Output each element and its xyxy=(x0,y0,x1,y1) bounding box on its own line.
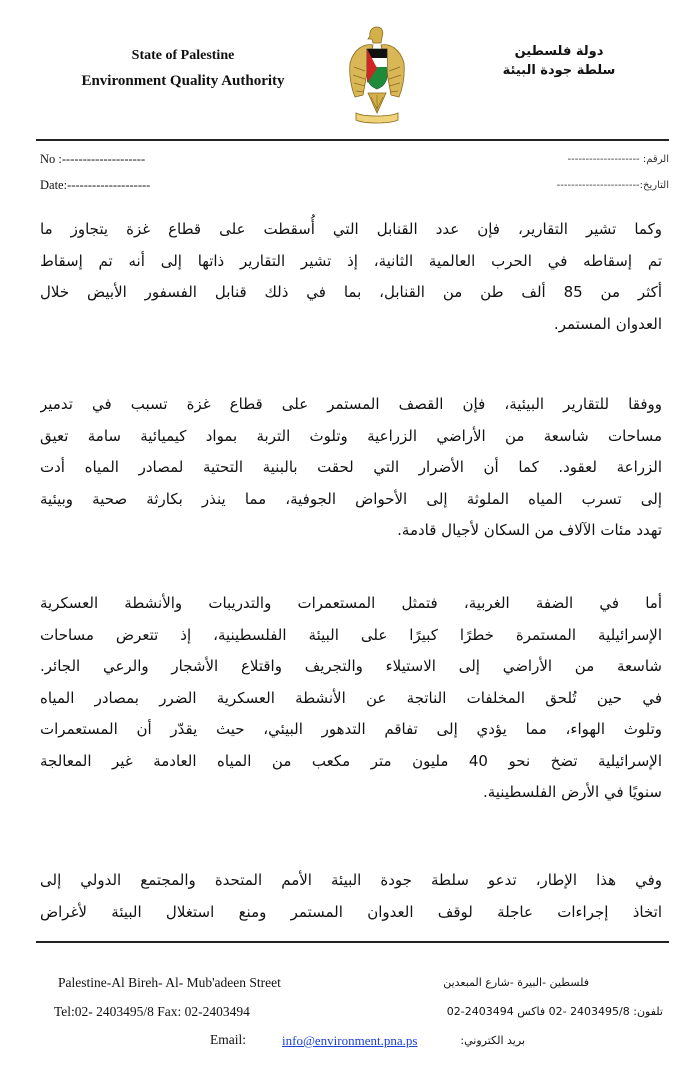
reference-number-field: No :-------------------- xyxy=(40,152,146,166)
paragraph-line: الزراعة لعقود. كما أن الأضرار التي لحقت بالبنية التحتية لمصادر المياه أدت xyxy=(40,458,662,476)
paragraph-line: تم إسقاطه في الحرب العالمية الثانية، إذ تشير التقارير ذاتها إلى أنه تم إسقاط xyxy=(40,251,662,270)
paragraph-line: أكثر من 85 ألف طن من القنابل، بما في ذلك قنابل الفسفور الأبيض خلال xyxy=(40,283,662,301)
paragraph-1 xyxy=(40,214,662,340)
date-field-ar: التاريخ:----------------------- xyxy=(556,180,669,191)
phone-fax-en: Tel:02- 2403495/8 Fax: 02-2403494 xyxy=(54,1004,250,1019)
phone-fax-ar: تلفون: 2403495/8 -02 فاكس 2403494-02 xyxy=(446,1005,663,1018)
email-link[interactable]: info@environment.pna.ps xyxy=(282,1033,418,1048)
reference-number-field-ar: الرقم: -------------------- xyxy=(567,154,669,165)
state-name-en: State of Palestine xyxy=(131,48,235,63)
paragraph-line: الإسرائيلية المستمرة خطرًا كبيرًا على البيئة الفلسطينية، إذ تتعرض مساحات xyxy=(40,625,662,644)
arabic-letterhead xyxy=(459,42,659,80)
paragraph-line: أما في الضفة الغربية، فتمثل المستعمرات والتدريبات والأنشطة العسكرية xyxy=(40,594,662,612)
paragraph-line: في حين تُلحق المخلفات الناتجة عن الأنشطة العسكرية الضرر بمصادر المياه xyxy=(40,688,662,707)
header-divider xyxy=(36,139,669,141)
paragraph-2 xyxy=(40,389,662,547)
paragraph-line: الإسرائيلية تضخ نحو 40 مليون متر مكعب من المياه العادمة غير المعالجة xyxy=(40,751,662,770)
address-en: Palestine-Al Bireh- Al- Mub'adeen Street xyxy=(58,975,281,990)
paragraph-line: اتخاذ إجراءات عاجلة لوقف العدوان المستمر ومنع استغلال البيئة لأغراض xyxy=(40,902,662,921)
paragraph-4 xyxy=(40,865,662,928)
authority-name-ar: سلطة جودة البيئة xyxy=(502,63,616,78)
footer-divider xyxy=(36,941,669,943)
paragraph-line: العدوان المستمر. xyxy=(553,314,662,333)
paragraph-line: سنويًا في الأرض الفلسطينية. xyxy=(482,783,662,801)
paragraph-line: وفي هذا الإطار، تدعو سلطة جودة البيئة الأمم المتحدة والمجتمع الدولي إلى xyxy=(40,871,662,889)
state-name-ar: دولة فلسطين xyxy=(514,44,604,59)
paragraph-line: شاسعة من الأراضي إلى الاستيلاء والتجريف واقتلاع الأشجار والرعي الجائر. xyxy=(40,657,662,675)
email-label-en: Email: xyxy=(210,1032,246,1047)
paragraph-line: وكما تشير التقارير، فإن عدد القنابل التي أُسقطت على قطاع غزة يتجاوز ما xyxy=(40,220,662,238)
paragraph-3 xyxy=(40,588,662,809)
date-field: Date:-------------------- xyxy=(40,178,151,192)
english-letterhead xyxy=(38,46,328,91)
paragraph-line: مساحات شاسعة من الأراضي الزراعية وتلوث التربة بمواد كيميائية سامة تعيق xyxy=(40,426,662,445)
palestine-emblem-icon xyxy=(346,23,408,131)
paragraph-line: ووفقا للتقارير البيئية، فإن القصف المستمر على قطاع غزة تسبب في تدمير xyxy=(40,395,662,413)
address-ar: فلسطين -البيرة -شارع المبعدين xyxy=(443,976,589,989)
paragraph-line: تهدد مئات الآلاف من السكان لأجيال قادمة. xyxy=(397,521,662,539)
email-label-ar: بريد الكتروني: xyxy=(460,1034,525,1047)
authority-name-en: Environment Quality Authority xyxy=(81,73,285,89)
paragraph-line: إلى تسرب المياه الملوثة إلى الأحواض الجوفية، مما ينذر بكارثة صحية وبيئية xyxy=(40,489,662,508)
paragraph-line: وتلوث الهواء، مما يؤدي إلى تفاقم التدهور البيئي، حيث يقدّر أن المستعمرات xyxy=(40,720,662,738)
